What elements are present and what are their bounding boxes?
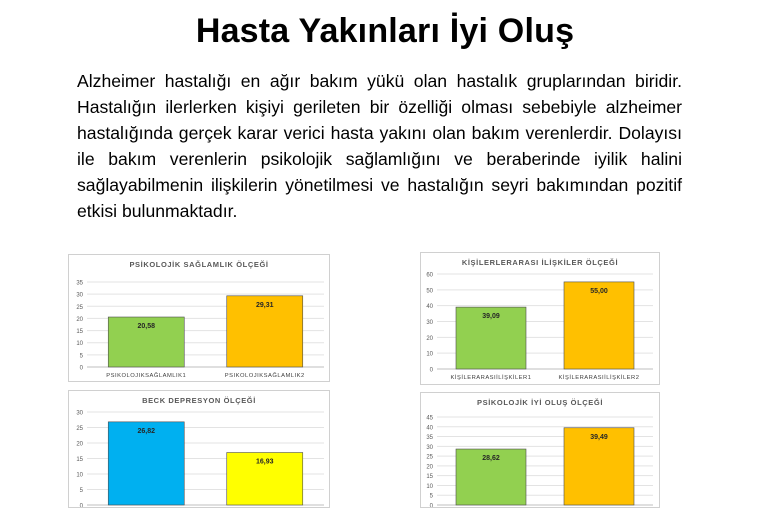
chart-title: PSİKOLOJİK SAĞLAMLIK ÖLÇEĞİ	[129, 260, 269, 269]
chart-svg	[69, 391, 329, 507]
chart-title: PSİKOLOJİK İYİ OLUŞ ÖLÇEĞİ	[476, 398, 604, 407]
y-tick-label: 30	[76, 292, 83, 299]
y-tick-label: 45	[426, 415, 433, 422]
y-tick-label: 20	[426, 335, 433, 342]
category-label: KİŞİLERARASIİLİŞKİLER2	[558, 375, 640, 381]
y-tick-label: 50	[426, 288, 433, 295]
y-tick-label: 25	[76, 304, 83, 311]
intro-paragraph: Alzheimer hastalığı en ağır bakım yükü olan hastalık gruplarından biridir. Hastalığın ilerlerken kişiyi gerileten bir özelliği olması sebebiyle alzheimer hastalığında gerçek karar verici hasta yakını olan bakım verenlerdir. Dolayısı ile bakım verenlerin psikolojik sağlamlığını ve beraberinde iyilik halini sağlayabilmenin ilişkilerin yönetilmesi ve hastalığın seyri bakımından pozitif etkisi bulunmaktadır.	[77, 71, 682, 221]
y-tick-label: 20	[76, 441, 83, 448]
y-tick-label: 0	[429, 503, 433, 507]
y-tick-label: 20	[76, 316, 83, 323]
data-label: 55,00	[590, 287, 608, 295]
bar	[564, 282, 634, 369]
y-tick-label: 10	[426, 351, 433, 358]
y-tick-label: 5	[79, 488, 83, 494]
data-label: 39,49	[590, 433, 608, 441]
y-tick-label: 25	[76, 426, 83, 432]
chart-title: BECK DEPRESYON ÖLÇEĞİ	[142, 396, 256, 405]
y-tick-label: 5	[79, 353, 83, 360]
y-tick-label: 15	[426, 474, 433, 481]
y-tick-label: 15	[76, 457, 83, 463]
chart-psikolojik-iyi-olus	[420, 392, 660, 508]
data-label: 28,62	[482, 455, 500, 463]
chart-svg	[69, 255, 329, 381]
data-label: 26,82	[137, 427, 156, 435]
data-label: 20,58	[137, 323, 156, 331]
y-tick-label: 0	[79, 503, 83, 507]
y-tick-label: 60	[426, 272, 433, 279]
y-tick-label: 0	[429, 367, 433, 374]
y-tick-label: 25	[426, 454, 433, 461]
chart-title: KİŞİLERLERARASI İLİŞKİLER ÖLÇEĞİ	[461, 258, 619, 267]
y-tick-label: 30	[76, 410, 83, 417]
y-tick-label: 30	[426, 444, 433, 451]
y-tick-label: 0	[79, 365, 83, 372]
chart-svg	[421, 393, 659, 507]
y-tick-label: 10	[76, 472, 83, 479]
category-label: PSIKOLOJIKSAĞLAMLIK2	[224, 373, 305, 379]
y-tick-label: 15	[76, 329, 83, 336]
y-tick-label: 10	[76, 341, 83, 348]
data-label: 39,09	[482, 313, 500, 321]
y-tick-label: 35	[426, 435, 433, 442]
category-label: PSIKOLOJIKSAĞLAMLIK1	[106, 373, 187, 379]
chart-kisilerarasi-iliskiler	[420, 252, 660, 385]
data-label: 16,93	[255, 458, 274, 466]
y-tick-label: 20	[426, 464, 433, 471]
chart-psikolojik-saglamlik	[68, 254, 330, 382]
y-tick-label: 10	[426, 483, 433, 490]
y-tick-label: 5	[429, 493, 433, 500]
chart-svg	[421, 253, 659, 384]
y-tick-label: 30	[426, 320, 433, 326]
slide-title: Hasta Yakınları İyi Oluş	[195, 12, 575, 50]
chart-beck-depresyon	[68, 390, 330, 508]
data-label: 29,31	[255, 301, 274, 309]
category-label: KİŞİLERARASIİLİŞKİLER1	[450, 375, 532, 381]
y-tick-label: 40	[426, 425, 433, 432]
y-tick-label: 40	[426, 304, 433, 311]
y-tick-label: 35	[76, 280, 83, 287]
